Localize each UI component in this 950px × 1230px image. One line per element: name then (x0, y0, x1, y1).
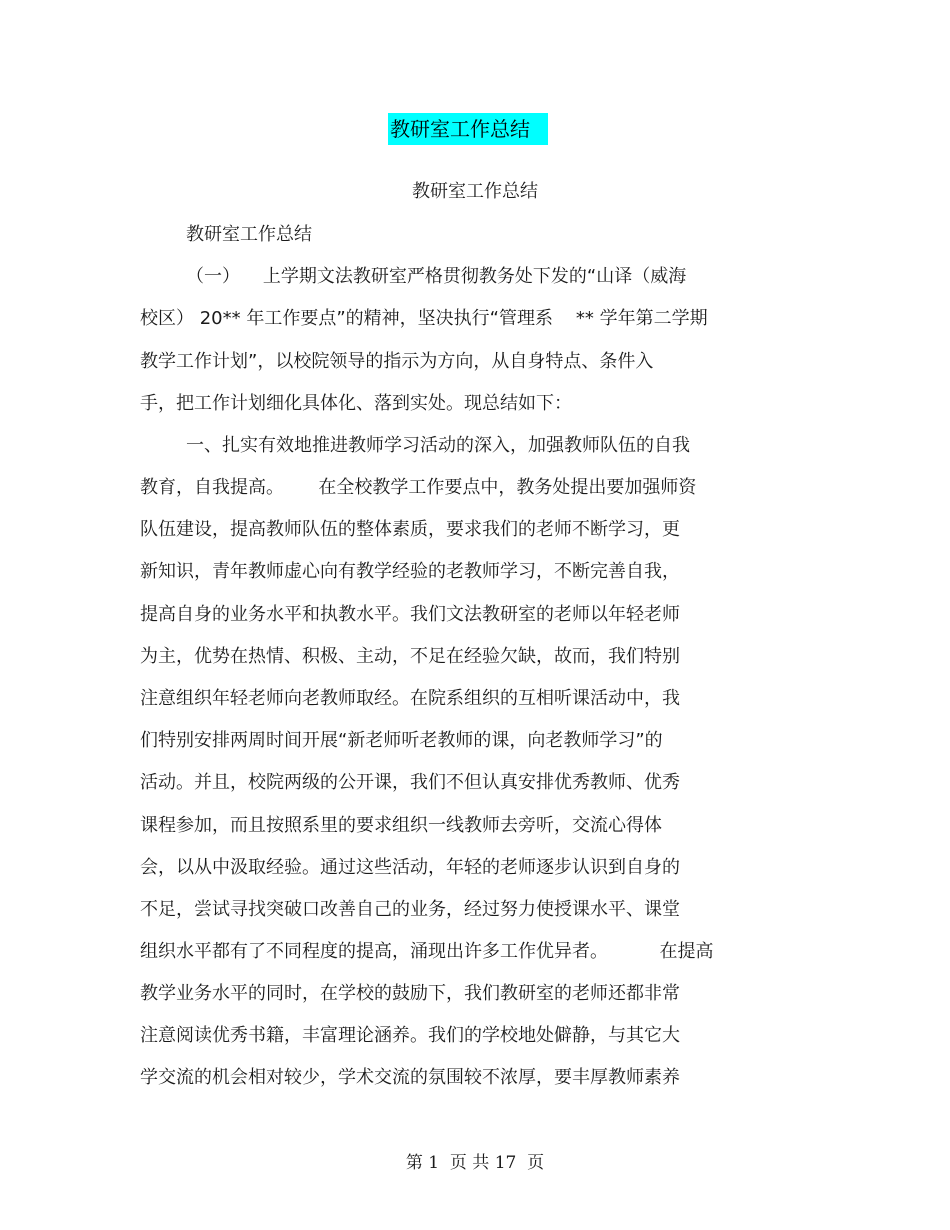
body-line: 学交流的机会相对较少，学术交流的氛围较不浓厚，要丰厚教师素养 (140, 1067, 680, 1088)
document-title: 教研室工作总结 (388, 113, 548, 145)
body-line: 教学业务水平的同时，在学校的鼓励下，我们教研室的老师还都非常 (140, 983, 680, 1004)
page-number-footer: 第 1 页 共 17 页 (405, 1153, 545, 1173)
body-line: 注意组织年轻老师向老教师取经。在院系组织的互相听课活动中，我 (140, 688, 680, 709)
body-line: 手，把工作计划细化具体化、落到实处。现总结如下： (140, 393, 572, 414)
body-line: 校区） 20** 年工作要点”的精神，坚决执行“管理系 ** 学年第二学期 (140, 308, 708, 329)
body-line: 会，以从中汲取经验。通过这些活动，年轻的老师逐步认识到自身的 (140, 857, 680, 878)
body-line: 教育，自我提高。 在全校教学工作要点中，教务处提出要加强师资 (140, 477, 697, 498)
body-line: 新知识，青年教师虚心向有教学经验的老教师学习，不断完善自我， (140, 561, 680, 582)
body-line: 为主，优势在热情、积极、主动，不足在经验欠缺，故而，我们特别 (140, 646, 680, 667)
body-line: 组织水平都有了不同程度的提高，涌现出许多工作优异者。 在提高 (140, 941, 714, 962)
body-line: 课程参加，而且按照系里的要求组织一线教师去旁听，交流心得体 (140, 815, 662, 836)
body-line: 不足，尝试寻找突破口改善自己的业务，经过努力使授课水平、课堂 (140, 899, 680, 920)
body-line: 活动。并且，校院两级的公开课，我们不但认真安排优秀教师、优秀 (140, 772, 680, 793)
body-line: 注意阅读优秀书籍，丰富理论涵养。我们的学校地处僻静，与其它大 (140, 1025, 680, 1046)
body-line: 队伍建设，提高教师队伍的整体素质，要求我们的老师不断学习，更 (140, 519, 680, 540)
body-line: 教学工作计划”，以校院领导的指示为方向，从自身特点、条件入 (140, 351, 654, 372)
body-line: （一） 上学期文法教研室严格贯彻教务处下发的“山译（威海 (186, 266, 687, 287)
body-line: 教研室工作总结 (186, 224, 312, 245)
body-line: 们特别安排两周时间开展“新老师听老教师的课，向老教师学习”的 (140, 730, 663, 751)
document-subtitle: 教研室工作总结 (412, 181, 538, 202)
body-line: 提高自身的业务水平和执教水平。我们文法教研室的老师以年轻老师 (140, 604, 680, 625)
body-line: 一、扎实有效地推进教师学习活动的深入，加强教师队伍的自我 (186, 435, 690, 456)
